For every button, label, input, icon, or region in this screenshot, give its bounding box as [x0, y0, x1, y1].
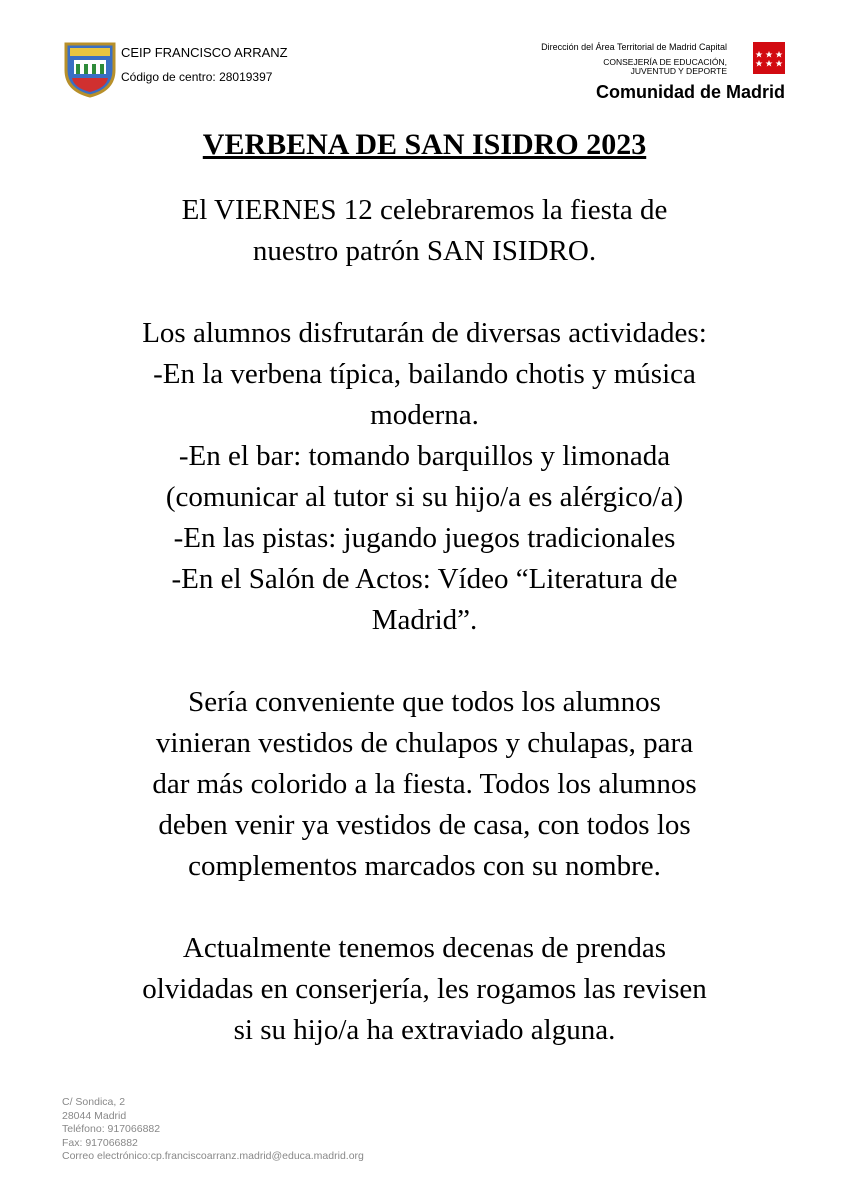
school-name: CEIP FRANCISCO ARRANZ	[121, 45, 288, 60]
madrid-name: Comunidad de Madrid	[596, 82, 785, 102]
text-line: deben venir ya vestidos de casa, con todos los	[158, 809, 691, 841]
text-line: complementos marcados con su nombre.	[188, 850, 661, 882]
page-title: VERBENA DE SAN ISIDRO 2023	[202, 128, 647, 161]
list-item: -En las pistas: jugando juegos tradicionales	[173, 522, 676, 554]
text-line: olvidadas en conserjería, les rogamos las revisen	[142, 973, 707, 1005]
text-line: vinieran vestidos de chulapos y chulapas, para	[155, 727, 694, 759]
spacer	[40, 887, 809, 928]
list-item: -En el bar: tomando barquillos y limonada	[178, 440, 671, 472]
text-line: dar más colorido a la fiesta. Todos los alumnos	[152, 768, 697, 800]
school-code: Código de centro: 28019397	[121, 70, 273, 84]
text-line: El VIERNES 12 celebraremos la fiesta de	[181, 194, 668, 226]
notice-body	[40, 190, 809, 1051]
footer-email: Correo electrónico:cp.franciscoarranz.madrid@educa.madrid.org	[62, 1150, 364, 1162]
activities-heading: Los alumnos disfrutarán de diversas actividades:	[142, 317, 707, 349]
intro-paragraph	[40, 190, 809, 272]
text-line: nuestro patrón SAN ISIDRO.	[252, 235, 597, 267]
footer-fax: Fax: 917066882	[62, 1136, 138, 1149]
dress-paragraph	[40, 682, 809, 887]
school-logo-icon	[62, 40, 118, 98]
footer-city: 28044 Madrid	[62, 1109, 127, 1122]
footer-address: C/ Sondica, 2	[62, 1096, 126, 1108]
text-line: Actualmente tenemos decenas de prendas	[182, 932, 667, 964]
footer-contact	[62, 1096, 364, 1164]
madrid-flag-icon	[753, 42, 785, 74]
madrid-institution-block	[535, 38, 785, 108]
list-item: Madrid”.	[371, 604, 478, 636]
list-item: moderna.	[370, 399, 479, 431]
spacer	[40, 272, 809, 313]
list-item: (comunicar al tutor si su hijo/a es alérgico/a)	[165, 481, 684, 513]
footer-phone: Teléfono: 917066882	[62, 1123, 161, 1135]
letterhead	[0, 0, 849, 120]
activities-paragraph	[40, 313, 809, 641]
text-line: si su hijo/a ha extraviado alguna.	[233, 1014, 616, 1046]
text-line: Sería conveniente que todos los alumnos	[188, 686, 661, 718]
list-item: -En la verbena típica, bailando chotis y música	[153, 358, 696, 390]
lost-items-paragraph	[40, 928, 809, 1051]
list-item: -En el Salón de Actos: Vídeo “Literatura de	[171, 563, 678, 595]
madrid-consejeria: CONSEJERÍA DE EDUCACIÓN, JUVENTUD Y DEPORTE	[603, 57, 727, 76]
spacer	[40, 641, 809, 682]
madrid-direction: Dirección del Área Territorial de Madrid Capital	[541, 42, 727, 52]
